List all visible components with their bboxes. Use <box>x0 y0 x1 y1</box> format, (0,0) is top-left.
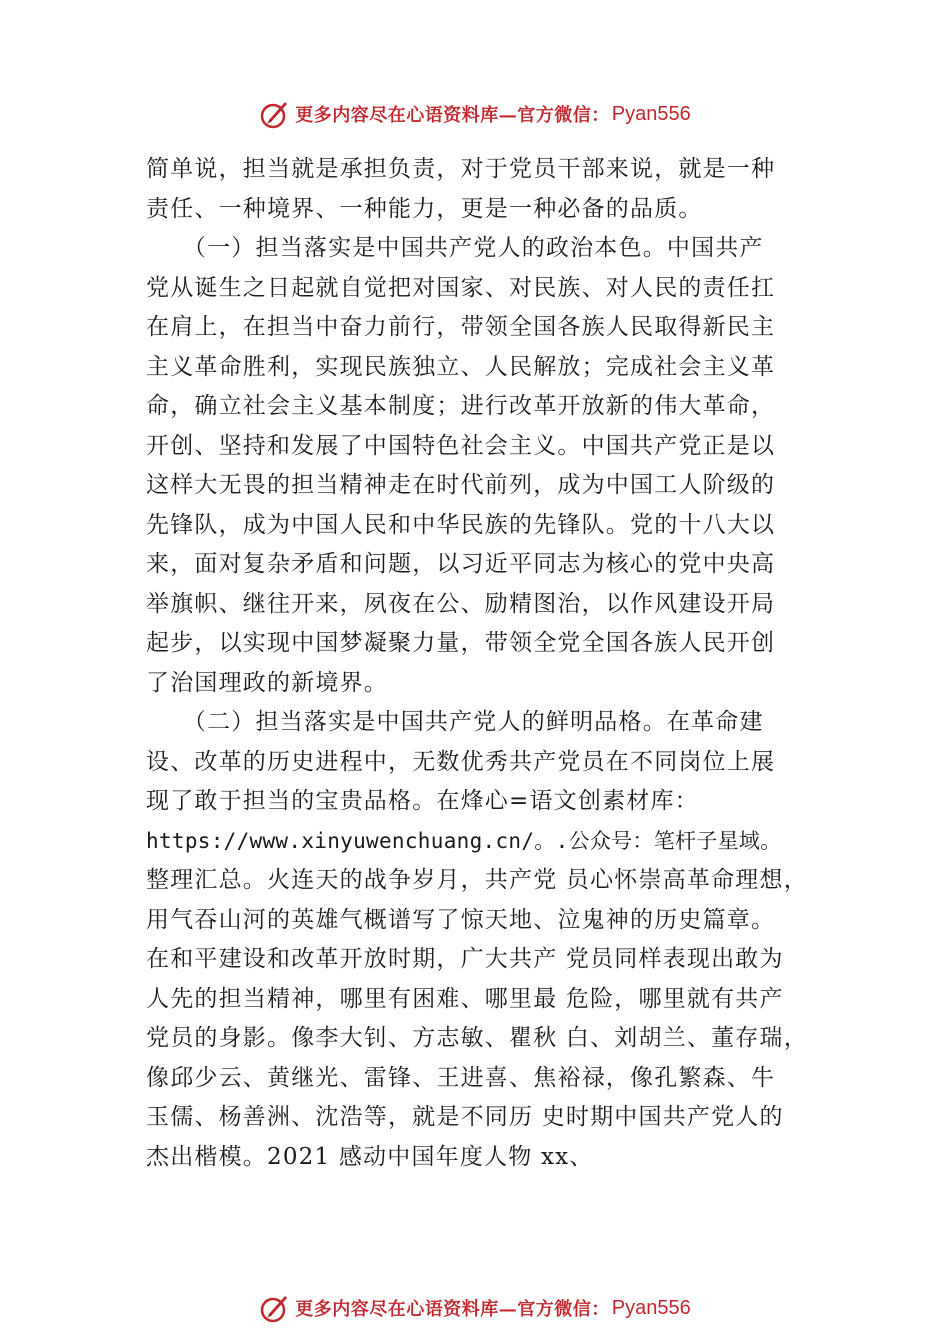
body-line: 开创、坚持和发展了中国特色社会主义。中国共产党正是以 <box>146 432 776 459</box>
body-line: 整理汇总。火连天的战争岁月，共产党 员心怀崇高革命理想， <box>146 867 808 893</box>
quill-logo-icon <box>259 1292 291 1324</box>
body-line-url: https://www.xinyuwenchuang.cn/。.公众号：笔杆子星域。 <box>146 828 782 853</box>
body-line: 简单说，担当就是承担负责，对于党员干部来说，就是一种 <box>146 156 776 182</box>
body-line: 在和平建设和改革开放时期，广大共产 党员同样表现出敢为 <box>146 946 784 972</box>
body-line: （一）担当落实是中国共产党人的政治本色。中国共产 <box>146 235 764 261</box>
body-line: 党员的身影。像李大钊、方志敏、瞿秋 白、刘胡兰、董存瑞， <box>146 1025 808 1051</box>
footer-banner <box>0 1288 950 1328</box>
body-line: 举旗帜、继往开来，夙夜在公、励精图治，以作风建设开局 <box>146 590 776 617</box>
body-line: 设、改革的历史进程中，无数优秀共产党员在不同岗位上展 <box>146 748 776 775</box>
body-line: 在肩上，在担当中奋力前行，带领全国各族人民取得新民主 <box>146 314 776 340</box>
body-line: 命，确立社会主义基本制度；进行改革开放新的伟大革命， <box>146 393 776 419</box>
body-line: 杰出楷模。2021 感动中国年度人物 xx、 <box>146 1143 594 1170</box>
body-line: 党从诞生之日起就自觉把对国家、对民族、对人民的责任扛 <box>146 274 776 301</box>
body-line: 人先的担当精神，哪里有困难、哪里最 危险，哪里就有共产 <box>146 985 784 1012</box>
footer-banner-text: 更多内容尽在心语资料库—官方微信： <box>295 1299 610 1320</box>
body-line: 像邱少云、黄继光、雷锋、王进喜、焦裕禄，像孔繁森、牛 <box>146 1064 776 1091</box>
header-banner <box>0 94 950 134</box>
body-line: 用气吞山河的英雄气概谱写了惊天地、泣鬼神的历史篇章。 <box>146 906 776 933</box>
body-line: 来，面对复杂矛盾和问题，以习近平同志为核心的党中央高 <box>146 551 776 577</box>
document-body <box>146 150 846 1177</box>
header-banner-text: 更多内容尽在心语资料库—官方微信： <box>295 105 610 126</box>
body-line: 了治国理政的新境界。 <box>146 669 388 696</box>
body-line: 责任、一种境界、一种能力，更是一种必备的品质。 <box>146 195 703 222</box>
body-line: 主义革命胜利，实现民族独立、人民解放；完成社会主义革 <box>146 353 776 380</box>
body-line: 这样大无畏的担当精神走在时代前列，成为中国工人阶级的 <box>146 472 776 498</box>
body-line: （二）担当落实是中国共产党人的鲜明品格。在革命建 <box>146 709 764 735</box>
header-banner-account: Pyan556 <box>611 102 691 125</box>
body-line: 先锋队，成为中国人民和中华民族的先锋队。党的十八大以 <box>146 511 776 538</box>
footer-banner-account: Pyan556 <box>611 1296 691 1319</box>
quill-logo-icon <box>259 98 291 130</box>
body-line: 玉儒、杨善洲、沈浩等，就是不同历 史时期中国共产党人的 <box>146 1104 784 1130</box>
body-line: 起步，以实现中国梦凝聚力量，带领全党全国各族人民开创 <box>146 630 776 656</box>
body-line: 现了敢于担当的宝贵品格。在烽心=语文创素材库： <box>146 788 699 814</box>
